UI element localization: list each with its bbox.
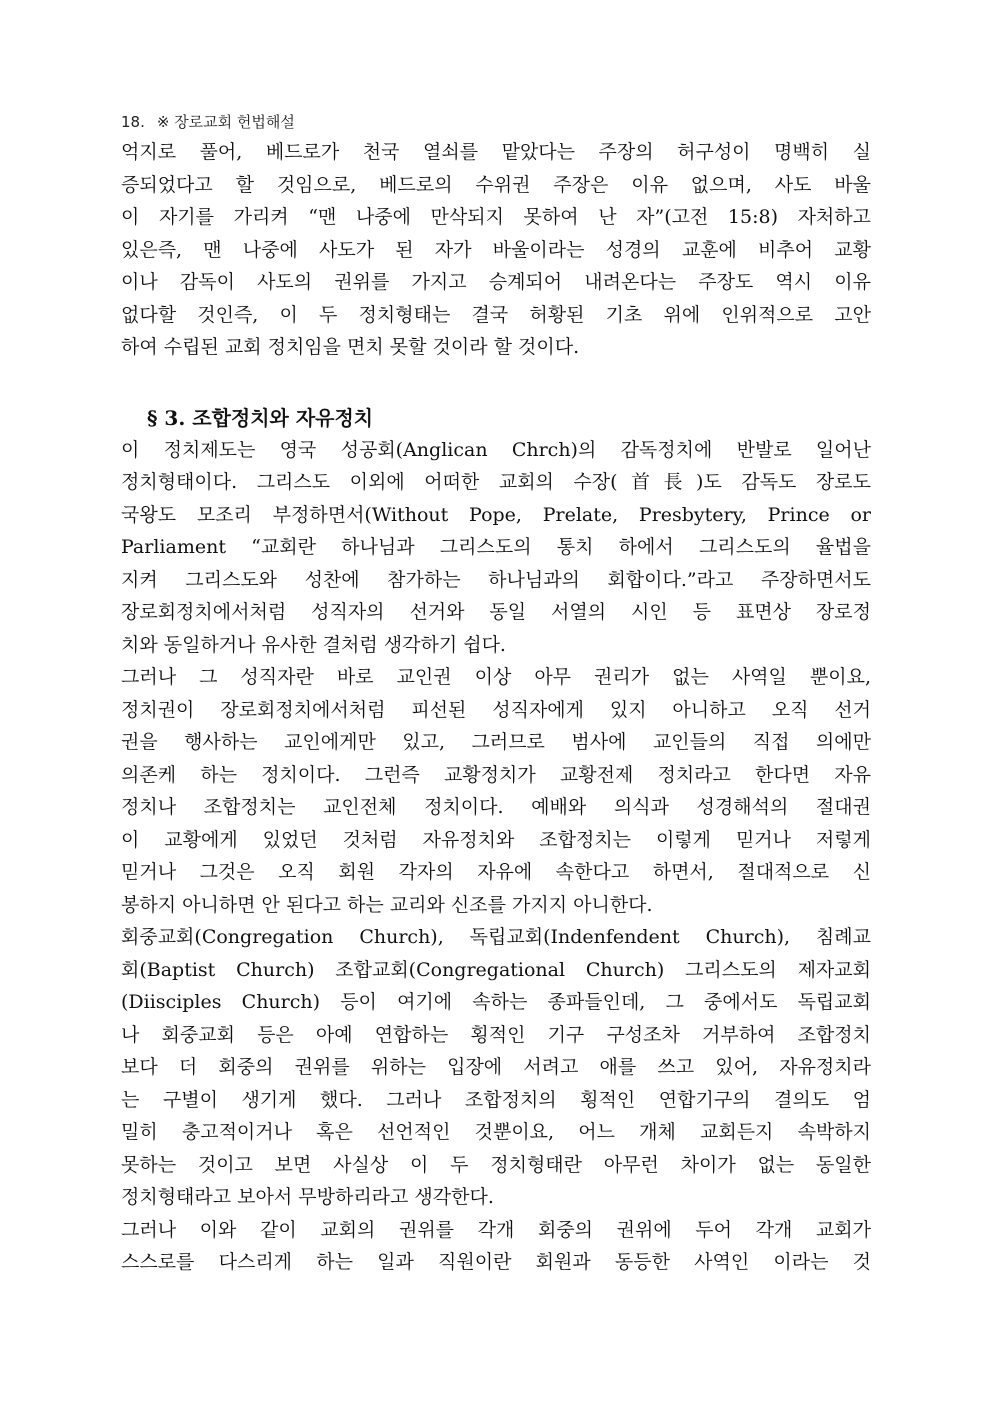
text-line: 밀히 충고적이거나 혹은 선언적인 것뿐이요, 어느 개체 교회든지 속박하지	[121, 1121, 871, 1143]
text-line: 없다할 것인즉, 이 두 정치형태는 결국 허황된 기초 위에 인위적으로 고안	[121, 303, 871, 326]
text-line: 정치나 조합정치는 교인전체 정치이다. 예배와 의식과 성경해석의 절대권	[121, 796, 871, 818]
text-line: 증되었다고 할 것임으로, 베드로의 수위권 주장은 이유 없으며, 사도 바울	[121, 173, 871, 196]
document-page	[121, 112, 871, 1279]
text-line: 그러나 그 성직자란 바로 교인권 이상 아무 권리가 없는 사역일 뿐이요,	[121, 666, 871, 688]
text-line: 정치형태라고 보아서 무방하리라고 생각한다.	[121, 1186, 494, 1208]
section-heading: § 3. 조합정치와 자유정치	[147, 405, 374, 430]
text-line: 억지로 풀어, 베드로가 천국 열쇠를 맡았다는 주장의 허구성이 명백히 실	[121, 141, 871, 163]
text-line: 나 회중교회 등은 아예 연합하는 횡적인 기구 구성조차 거부하여 조합정치	[121, 1023, 871, 1046]
paragraph	[121, 434, 871, 662]
text-line: Parliament “교회란 하나님과 그리스도의 통치 하에서 그리스도의 율법을	[121, 536, 871, 558]
text-line: 있은즉, 맨 나중에 사도가 된 자가 바울이라는 성경의 교훈에 비추어 교황	[121, 238, 871, 261]
intro-section	[121, 136, 871, 364]
text-line: 봉하지 아니하면 안 된다고 하는 교리와 신조를 가지지 아니한다.	[121, 893, 653, 916]
text-line: 국왕도 모조리 부정하면서(Without Pope, Prelate, Presbytery, Prince or	[121, 503, 871, 526]
paragraph	[121, 921, 871, 1214]
text-line: 정치형태이다. 그리스도 이외에 어떠한 교회의 수장(首長)도 감독도 장로도	[121, 471, 871, 493]
running-header	[121, 112, 871, 136]
text-line: 는 구별이 생기게 했다. 그러나 조합정치의 횡적인 연합기구의 결의도 엄	[121, 1088, 871, 1111]
page-number: 18.	[121, 113, 145, 131]
text-line: 보다 더 회중의 권위를 위하는 입장에 서려고 애를 쓰고 있어, 자유정치라	[121, 1056, 871, 1078]
text-line: 이 자기를 가리켜 “맨 나중에 만삭되지 못하여 난 자”(고전 15:8) 자처하고	[121, 206, 871, 228]
text-line: 이나 감독이 사도의 권위를 가지고 승계되어 내려온다는 주장도 역시 이유	[121, 271, 871, 293]
text-line: 정치권이 장로회정치에서처럼 피선된 성직자에게 있지 아니하고 오직 선거	[121, 698, 871, 721]
text-line: 못하는 것이고 보면 사실상 이 두 정치형태란 아무런 차이가 없는 동일한	[121, 1153, 871, 1176]
text-line: 이 교황에게 있었던 것처럼 자유정치와 조합정치는 이렇게 믿거나 저렇게	[121, 828, 871, 851]
text-line: 치와 동일하거나 유사한 결처럼 생각하기 쉽다.	[121, 633, 506, 656]
text-line: 그러나 이와 같이 교회의 권위를 각개 회중의 권위에 두어 각개 교회가	[121, 1218, 871, 1241]
paragraph	[121, 661, 871, 921]
text-line: 지켜 그리스도와 성찬에 참가하는 하나님과의 회합이다.”라고 주장하면서도	[121, 568, 871, 591]
text-line: (Diisciples Church) 등이 여기에 속하는 종파들인데, 그 중에서도 독립교회	[121, 991, 871, 1013]
text-line: 권을 행사하는 교인에게만 있고, 그러므로 범사에 교인들의 직접 의에만	[121, 731, 871, 753]
header-title: ※ 장로교회 헌법해설	[156, 113, 295, 131]
section-body	[121, 434, 871, 1279]
paragraph	[121, 1214, 871, 1279]
text-line: 장로회정치에서처럼 성직자의 선거와 동일 서열의 시인 등 표면상 장로정	[121, 601, 871, 623]
text-line: 하여 수립된 교회 정치임을 면치 못할 것이라 할 것이다.	[121, 336, 580, 358]
text-line: 스스로를 다스리게 하는 일과 직원이란 회원과 동등한 사역인 이라는 것	[121, 1251, 871, 1273]
text-line: 회(Baptist Church) 조합교회(Congregational Church) 그리스도의 제자교회	[121, 958, 871, 981]
paragraph	[121, 136, 871, 364]
text-line: 이 정치제도는 영국 성공회(Anglican Chrch)의 감독정치에 반발로 일어난	[121, 438, 871, 461]
text-line: 의존케 하는 정치이다. 그런즉 교황정치가 교황전제 정치라고 한다면 자유	[121, 763, 871, 786]
text-line: 회중교회(Congregation Church), 독립교회(Indenfendent Church), 침례교	[121, 926, 871, 948]
text-line: 믿거나 그것은 오직 회원 각자의 자유에 속한다고 하면서, 절대적으로 신	[121, 861, 871, 883]
